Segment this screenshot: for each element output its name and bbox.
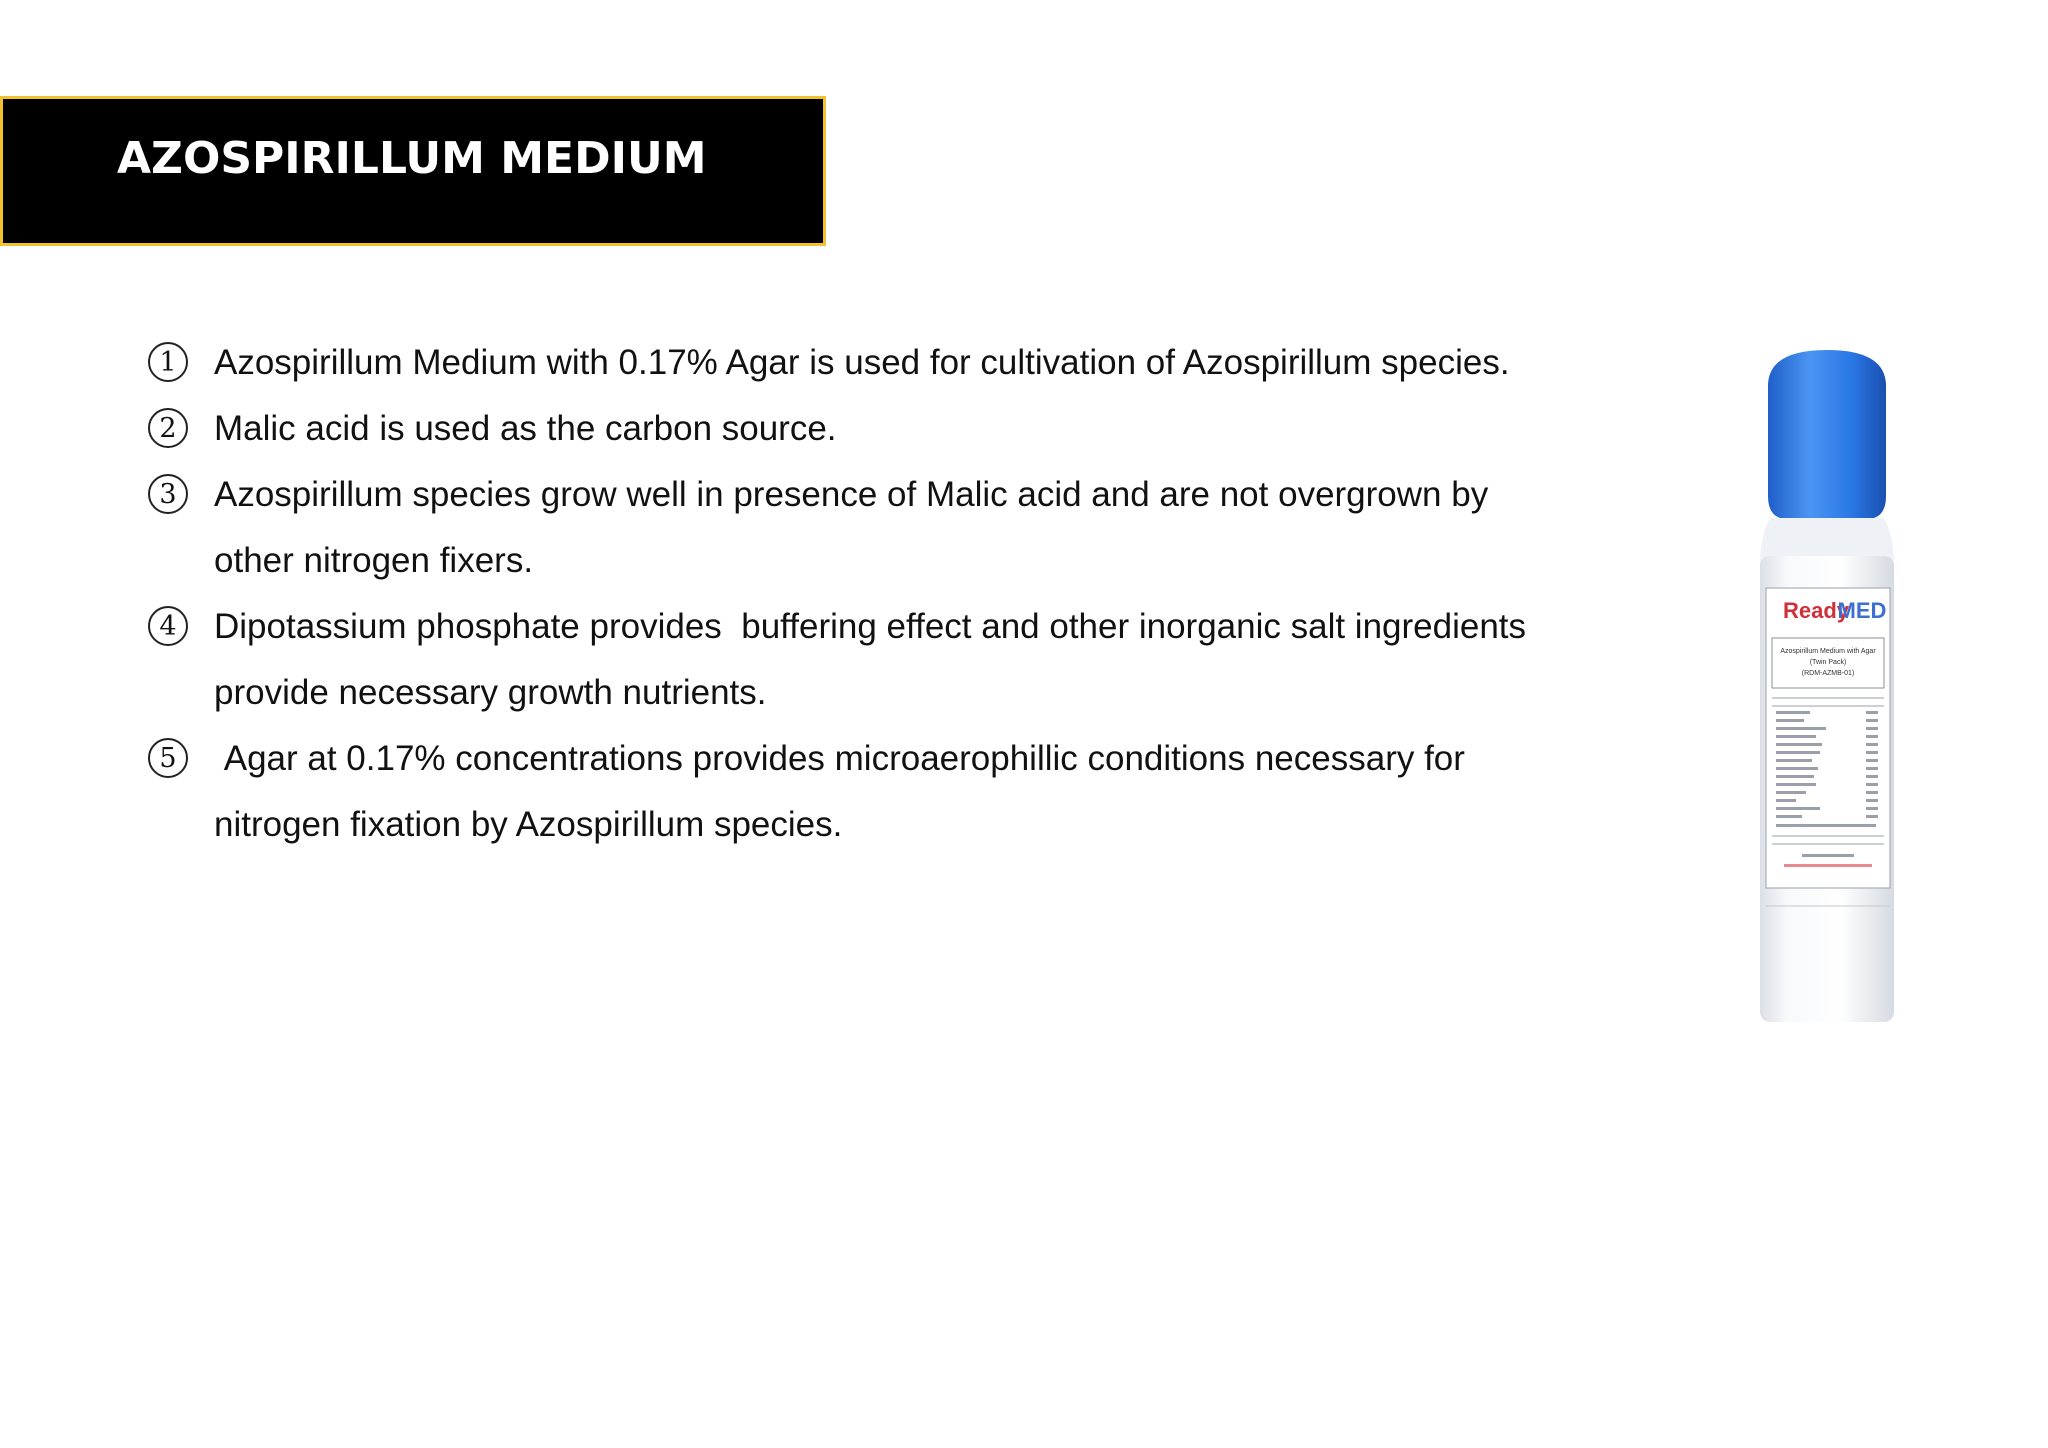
bottle-cap: [1768, 350, 1886, 518]
circled-number: 3: [148, 474, 188, 514]
list-item-text: Azospirillum Medium with 0.17% Agar is used for cultivation of Azospirillum species.: [214, 343, 1510, 382]
list-item: [148, 594, 1668, 726]
bullet-list: [148, 330, 1668, 858]
svg-text:(RDM-AZMB-01): (RDM-AZMB-01): [1801, 670, 1855, 677]
list-item-text: Azospirillum species grow well in presence of Malic acid and are not overgrown by other nitrogen fixers.: [214, 475, 1489, 580]
circled-number: 1: [148, 342, 188, 382]
slide-title: AZOSPIRILLUM MEDIUM: [117, 133, 707, 184]
list-item: [148, 396, 1668, 462]
svg-text:Azospirillum Medium with Agar: Azospirillum Medium with Agar: [1780, 648, 1876, 655]
circled-number: 2: [148, 408, 188, 448]
circled-number: 5: [148, 738, 188, 778]
product-bottle-image: [1754, 346, 1900, 1030]
list-item-text: Agar at 0.17% concentrations provides microaerophillic conditions necessary for nitrogen fixation by Azospirillum species.: [214, 739, 1465, 844]
svg-text:MED: MED: [1837, 598, 1887, 623]
list-item-text: Dipotassium phosphate provides buffering effect and other inorganic salt ingredients provide necessary growth nutrients.: [214, 607, 1527, 712]
title-banner: [0, 96, 826, 246]
circled-number: 4: [148, 606, 188, 646]
svg-text:Ready: Ready: [1782, 598, 1850, 623]
svg-text:(Twin Pack): (Twin Pack): [1809, 659, 1847, 666]
list-item: [148, 462, 1668, 594]
list-item-text: Malic acid is used as the carbon source.: [214, 409, 837, 448]
list-item: [148, 330, 1668, 396]
list-item: [148, 726, 1668, 858]
